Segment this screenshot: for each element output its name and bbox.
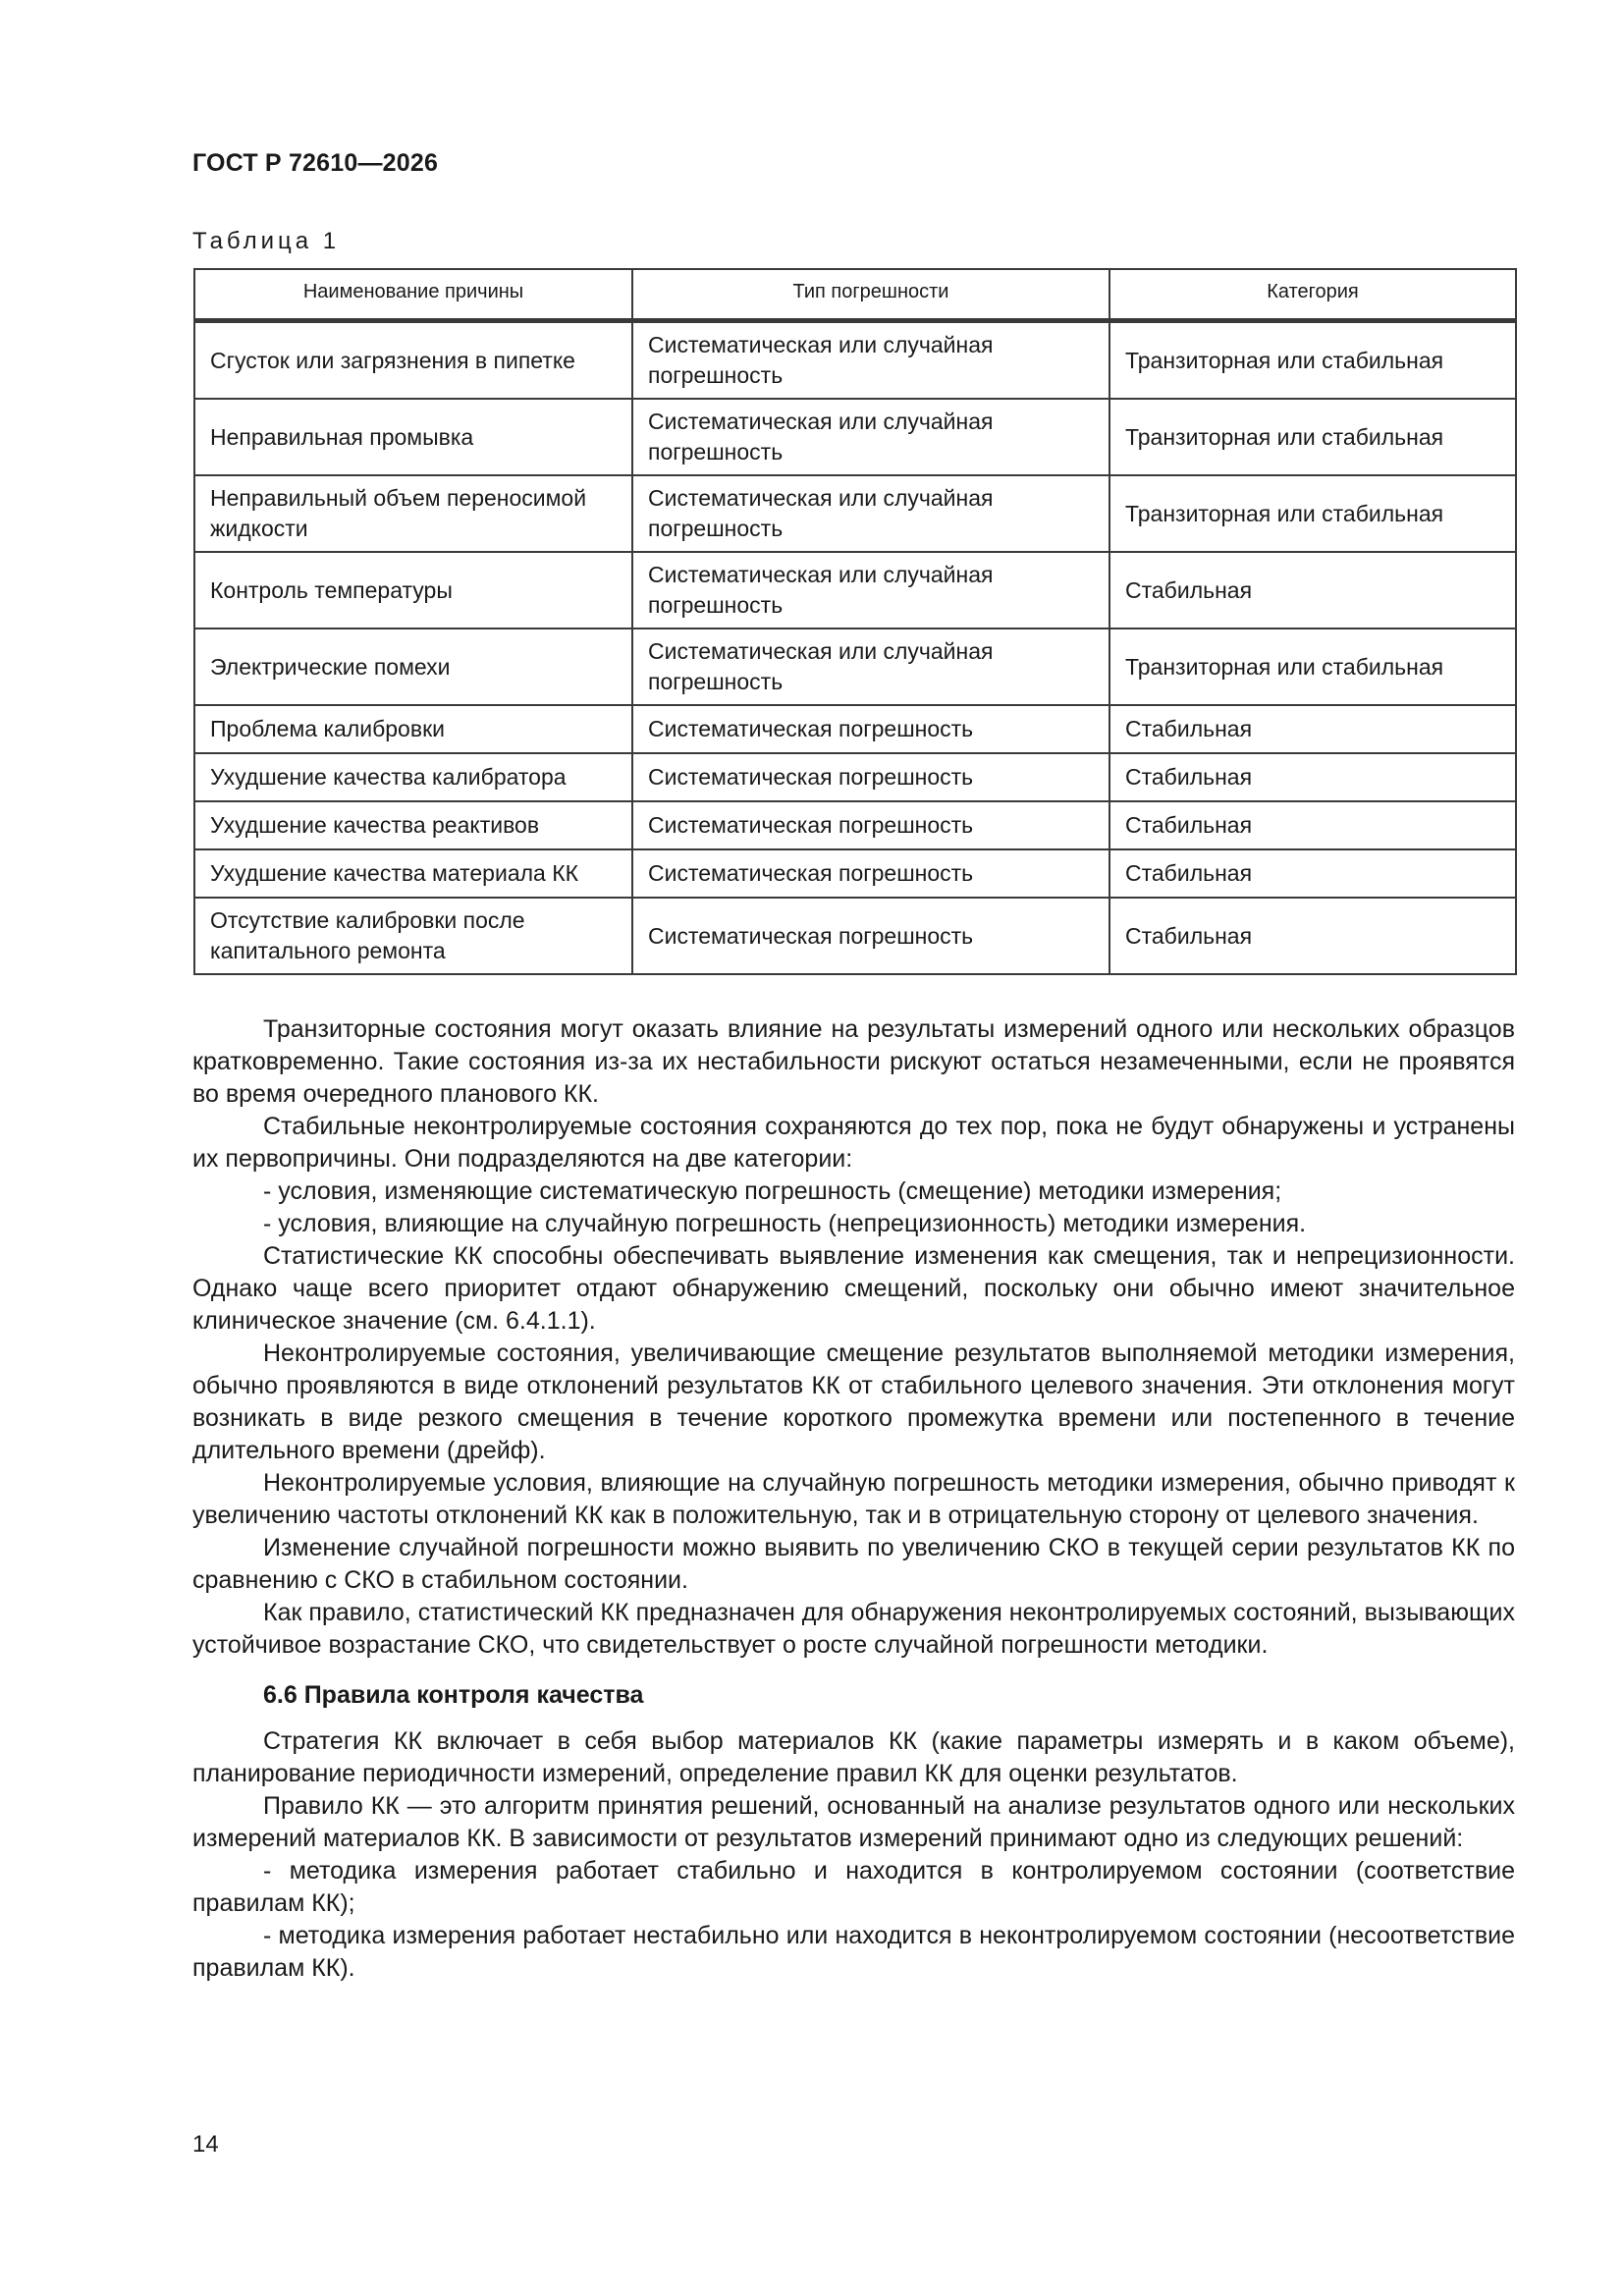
- page-number: 14: [192, 2131, 219, 2158]
- body-text: [192, 1013, 1515, 1985]
- cell-error-type: Систематическая погрешность: [632, 753, 1109, 801]
- table-row: [194, 753, 1516, 801]
- cell-cause: Контроль температуры: [194, 552, 632, 629]
- cell-error-type: Систематическая или случайная погрешность: [632, 475, 1109, 552]
- cell-error-type: Систематическая погрешность: [632, 898, 1109, 974]
- list-item: - методика измерения работает стабильно и находится в контролируемом состоянии (соответствие правилам КК);: [192, 1857, 1515, 1917]
- table-caption: Таблица 1: [192, 228, 341, 254]
- table-row: [194, 705, 1516, 753]
- table-header-row: [194, 269, 1516, 321]
- list-item: - методика измерения работает нестабильно или находится в неконтролируемом состоянии (несоответствие правилам КК).: [192, 1922, 1515, 1982]
- paragraph: Правило КК — это алгоритм принятия решений, основанный на анализе результатов одного или нескольких измерений материалов КК. В зависимости от результатов измерений принимают одно из следующих решений:: [192, 1792, 1515, 1852]
- table-row: [194, 629, 1516, 705]
- cell-category: Транзиторная или стабильная: [1109, 399, 1516, 475]
- paragraph: Неконтролируемые условия, влияющие на случайную погрешность методики измерения, обычно приводят к увеличению частоты отклонений КК как в положительную, так и в отрицательную сторону от целевого значения.: [192, 1469, 1515, 1529]
- cell-category: Транзиторная или стабильная: [1109, 321, 1516, 400]
- cell-category: Стабильная: [1109, 898, 1516, 974]
- cell-error-type: Систематическая погрешность: [632, 705, 1109, 753]
- cell-cause: Ухудшение качества материала КК: [194, 849, 632, 898]
- cell-category: Транзиторная или стабильная: [1109, 475, 1516, 552]
- paragraph: Изменение случайной погрешности можно выявить по увеличению СКО в текущей серии результатов КК по сравнению с СКО в стабильном состоянии.: [192, 1534, 1515, 1594]
- cell-cause: Проблема калибровки: [194, 705, 632, 753]
- cell-category: Стабильная: [1109, 552, 1516, 629]
- paragraph: Стратегия КК включает в себя выбор материалов КК (какие параметры измерять и в каком объеме), планирование периодичности измерений, определение правил КК для оценки результатов.: [192, 1727, 1515, 1787]
- table-row: [194, 399, 1516, 475]
- cell-category: Транзиторная или стабильная: [1109, 629, 1516, 705]
- paragraph: Как правило, статистический КК предназначен для обнаружения неконтролируемых состояний, вызывающих устойчивое возрастание СКО, что свидетельствует о росте случайной погрешности методики.: [192, 1599, 1515, 1659]
- cell-cause: Ухудшение качества реактивов: [194, 801, 632, 849]
- cell-error-type: Систематическая погрешность: [632, 801, 1109, 849]
- causes-table: [193, 268, 1517, 975]
- table-row: [194, 475, 1516, 552]
- paragraph: Стабильные неконтролируемые состояния сохраняются до тех пор, пока не будут обнаружены и устранены их первопричины. Они подразделяются на две категории:: [192, 1113, 1515, 1173]
- cell-error-type: Систематическая или случайная погрешность: [632, 321, 1109, 400]
- cell-cause: Ухудшение качества калибратора: [194, 753, 632, 801]
- cell-error-type: Систематическая или случайная погрешность: [632, 552, 1109, 629]
- table-row: [194, 552, 1516, 629]
- cell-error-type: Систематическая или случайная погрешность: [632, 399, 1109, 475]
- document-header: ГОСТ Р 72610—2026: [192, 149, 439, 177]
- cell-category: Стабильная: [1109, 849, 1516, 898]
- cell-category: Стабильная: [1109, 801, 1516, 849]
- table-row: [194, 849, 1516, 898]
- paragraph: Статистические КК способны обеспечивать выявление изменения как смещения, так и непрецизионности. Однако чаще всего приоритет отдают обнаружению смещений, поскольку они обычно имеют значительное клиническое значение (см. 6.4.1.1).: [192, 1242, 1515, 1335]
- cell-cause: Сгусток или загрязнения в пипетке: [194, 321, 632, 400]
- cell-error-type: Систематическая или случайная погрешность: [632, 629, 1109, 705]
- cell-error-type: Систематическая погрешность: [632, 849, 1109, 898]
- header-cause: Наименование причины: [194, 269, 632, 321]
- table-row: [194, 321, 1516, 400]
- table-row: [194, 898, 1516, 974]
- section-title: 6.6 Правила контроля качества: [263, 1681, 644, 1709]
- paragraph: Неконтролируемые состояния, увеличивающие смещение результатов выполняемой методики измерения, обычно проявляются в виде отклонений результатов КК от стабильного целевого значения. Эти отклонения могут возникать в виде резкого смещения в течение короткого промежутка времени или постепенного в течение длительного времени (дрейф).: [192, 1339, 1515, 1464]
- list-item: - условия, влияющие на случайную погрешность (непрецизионность) методики измерения.: [263, 1210, 1307, 1237]
- cell-category: Стабильная: [1109, 705, 1516, 753]
- header-category: Категория: [1109, 269, 1516, 321]
- cell-cause: Отсутствие калибровки после капитального ремонта: [194, 898, 632, 974]
- cell-cause: Электрические помехи: [194, 629, 632, 705]
- cell-category: Стабильная: [1109, 753, 1516, 801]
- header-error-type: Тип погрешности: [632, 269, 1109, 321]
- list-item: - условия, изменяющие систематическую погрешность (смещение) методики измерения;: [263, 1177, 1282, 1205]
- cell-cause: Неправильный объем переносимой жидкости: [194, 475, 632, 552]
- cell-cause: Неправильная промывка: [194, 399, 632, 475]
- table-row: [194, 801, 1516, 849]
- paragraph: Транзиторные состояния могут оказать влияние на результаты измерений одного или нескольких образцов кратковременно. Такие состояния из-за их нестабильности рискуют остаться незамеченными, если не проявятся во время очередного планового КК.: [192, 1015, 1515, 1108]
